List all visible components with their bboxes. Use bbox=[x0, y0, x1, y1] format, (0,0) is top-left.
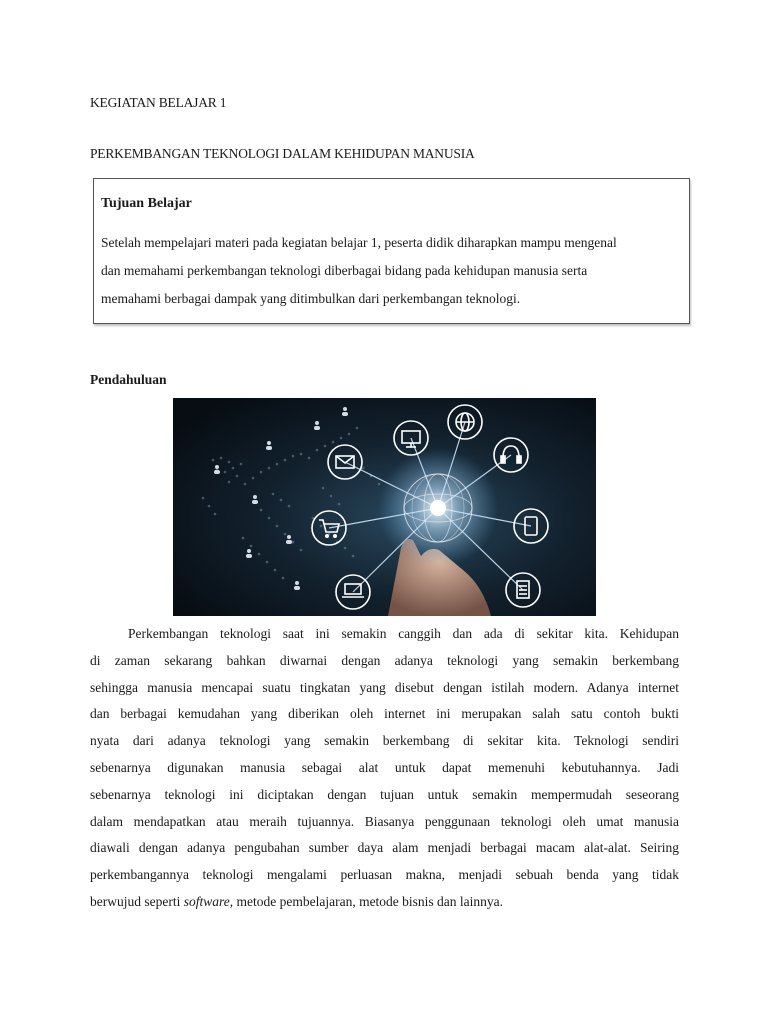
paragraph-line: nyata dari adanya teknologi yang semakin berkembang di sekitar kita. Teknologi sendiri bbox=[90, 733, 679, 749]
paragraph-line: di zaman sekarang bahkan diwarnai dengan adanya teknologi yang semakin berkembang bbox=[90, 652, 679, 668]
italic-term: software, bbox=[183, 893, 234, 909]
intro-heading: Pendahuluan bbox=[90, 372, 167, 387]
learning-goals-box bbox=[93, 178, 690, 324]
paragraph-last-line bbox=[90, 889, 679, 916]
goal-line: Setelah mempelajari materi pada kegiatan belajar 1, peserta didik diharapkan mampu mengenal bbox=[101, 235, 617, 250]
learning-goals-text bbox=[101, 229, 686, 313]
goal-line: memahami berbagai dampak yang ditimbulkan dari perkembangan teknologi. bbox=[101, 291, 521, 306]
technology-network-image bbox=[173, 398, 596, 616]
learning-goals-heading: Tujuan Belajar bbox=[101, 196, 192, 211]
document-title: PERKEMBANGAN TEKNOLOGI DALAM KEHIDUPAN MANUSIA bbox=[90, 146, 475, 161]
section-label: KEGIATAN BELAJAR 1 bbox=[90, 95, 227, 110]
paragraph-line: sebenarnya digunakan manusia sebagai alat untuk dapat memenuhi kebutuhannya. Jadi bbox=[90, 759, 679, 775]
paragraph-line: dan berbagai kemudahan yang diberikan oleh internet ini merupakan salah satu contoh bukti bbox=[90, 706, 679, 722]
paragraph-line: diawali dengan adanya pengubahan sumber daya alam menjadi berbagai macam alat-alat. Seiring bbox=[90, 840, 679, 856]
last-line-end: metode pembelajaran, metode bisnis dan lainnya. bbox=[233, 893, 504, 909]
goal-line: dan memahami perkembangan teknologi diberbagai bidang pada kehidupan manusia serta bbox=[101, 263, 588, 278]
paragraph-line: dalam mendapatkan atau meraih tujuannya. Biasanya penggunaan teknologi oleh umat manusia bbox=[90, 813, 679, 829]
network-illustration bbox=[173, 398, 596, 616]
intro-paragraph bbox=[90, 621, 679, 916]
paragraph-line: perkembangannya teknologi mengalami perluasan makna, menjadi sebuah benda yang tidak bbox=[90, 867, 679, 883]
paragraph-line: sehingga manusia mencapai suatu tingkatan yang disebut dengan istilah modern. Adanya internet bbox=[90, 679, 679, 695]
paragraph-line: Perkembangan teknologi saat ini semakin canggih dan ada di sekitar kita. Kehidupan bbox=[128, 626, 679, 641]
last-line-start: berwujud seperti bbox=[90, 893, 184, 909]
paragraph-line: sebenarnya teknologi ini diciptakan dengan tujuan untuk semakin mempermudah seseorang bbox=[90, 786, 679, 802]
